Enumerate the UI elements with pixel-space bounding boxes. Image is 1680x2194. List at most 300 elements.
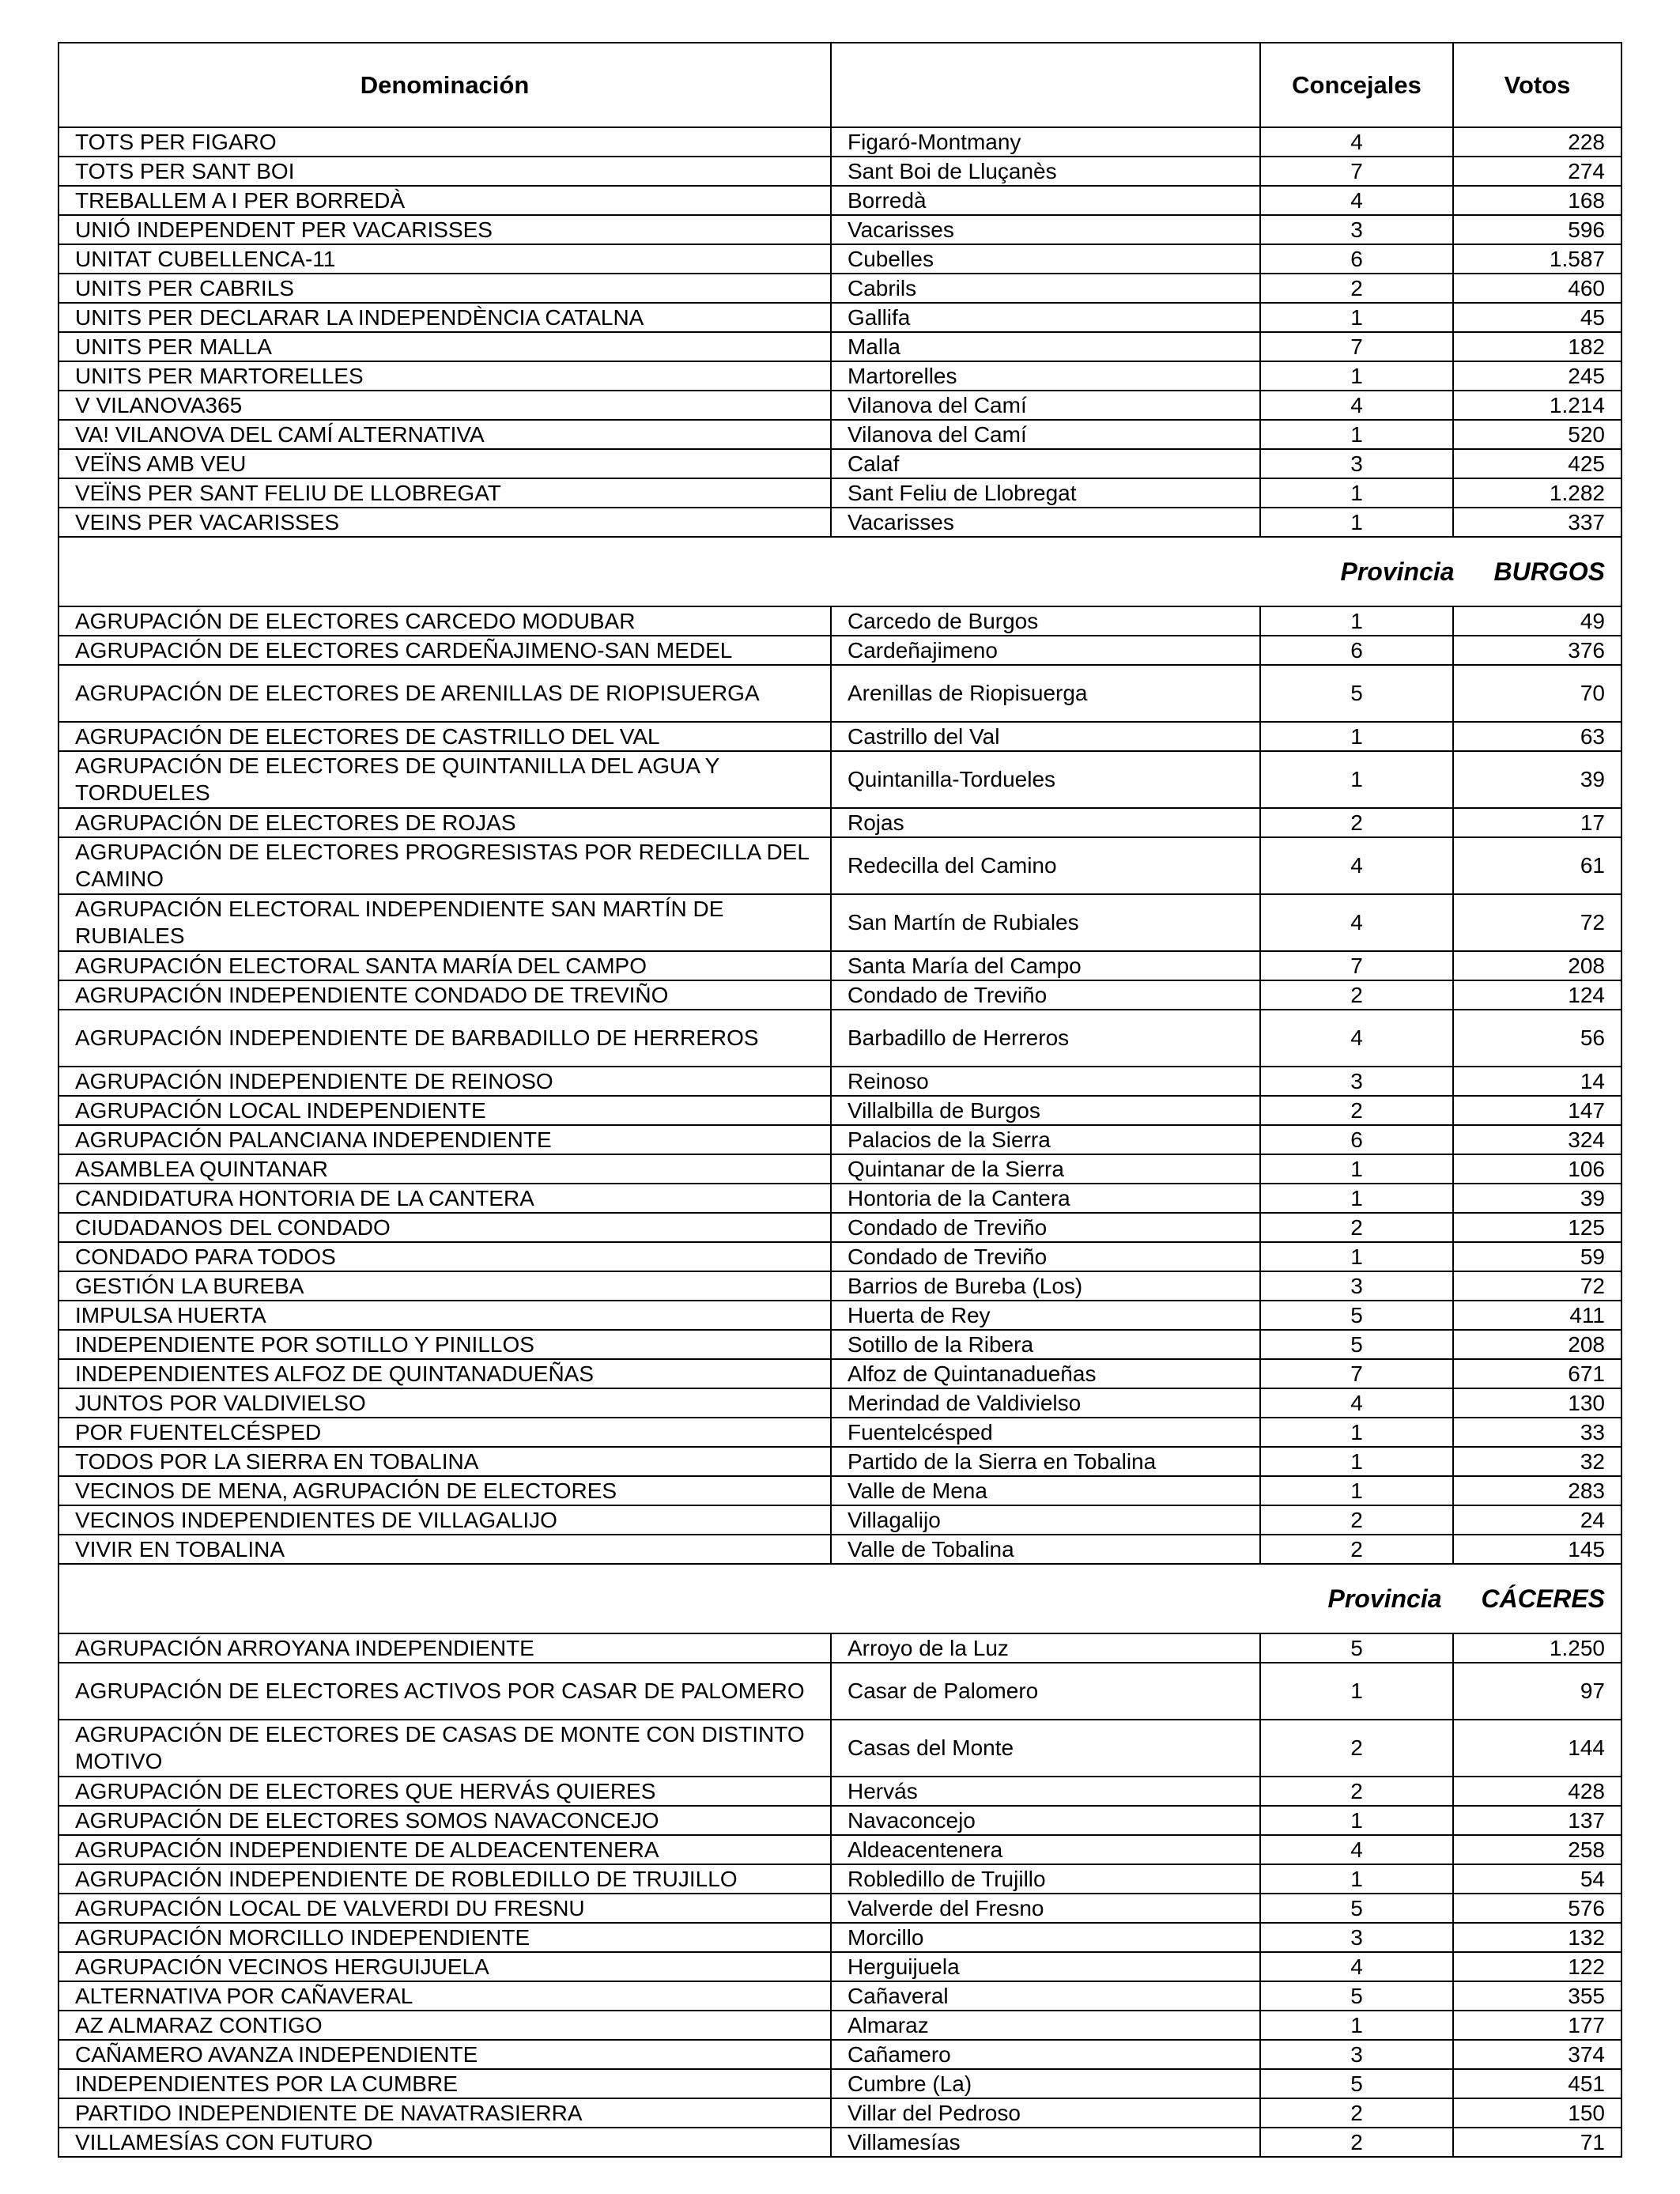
cell-municipio: Hontoria de la Cantera [831, 1184, 1260, 1213]
cell-concejales: 1 [1260, 1154, 1453, 1184]
cell-denominacion: CAÑAMERO AVANZA INDEPENDIENTE [59, 2040, 831, 2069]
cell-votos: 59 [1453, 1242, 1621, 1271]
cell-denominacion: JUNTOS POR VALDIVIELSO [59, 1388, 831, 1418]
cell-denominacion: AGRUPACIÓN ELECTORAL INDEPENDIENTE SAN MARTÍN DE RUBIALES [59, 894, 831, 951]
cell-municipio: Sant Boi de Lluçanès [831, 157, 1260, 186]
cell-denominacion: VECINOS DE MENA, AGRUPACIÓN DE ELECTORES [59, 1476, 831, 1505]
table-row [59, 2098, 1621, 2128]
cell-votos: 54 [1453, 1864, 1621, 1894]
table-row [59, 1777, 1621, 1806]
cell-municipio: Palacios de la Sierra [831, 1125, 1260, 1154]
table-row [59, 303, 1621, 332]
cell-municipio: Villar del Pedroso [831, 2098, 1260, 2128]
cell-concejales: 1 [1260, 722, 1453, 751]
table-row [59, 1242, 1621, 1271]
table-row [59, 1010, 1621, 1067]
cell-concejales: 1 [1260, 1418, 1453, 1447]
cell-votos: 63 [1453, 722, 1621, 751]
table-row [59, 1067, 1621, 1096]
cell-denominacion: UNITAT CUBELLENCA-11 [59, 244, 831, 274]
cell-concejales: 1 [1260, 1242, 1453, 1271]
table-row [59, 837, 1621, 894]
header-municipio [831, 43, 1260, 127]
cell-denominacion: AGRUPACIÓN DE ELECTORES DE ROJAS [59, 808, 831, 837]
cell-votos: 355 [1453, 1981, 1621, 2011]
cell-votos: 17 [1453, 808, 1621, 837]
cell-votos: 122 [1453, 1952, 1621, 1981]
cell-denominacion: AGRUPACIÓN DE ELECTORES CARDEÑAJIMENO-SAN MEDEL [59, 636, 831, 665]
cell-concejales: 4 [1260, 127, 1453, 157]
cell-municipio: Barrios de Bureba (Los) [831, 1271, 1260, 1301]
cell-concejales: 1 [1260, 478, 1453, 508]
cell-denominacion: IMPULSA HUERTA [59, 1301, 831, 1330]
cell-municipio: Quintanar de la Sierra [831, 1154, 1260, 1184]
cell-concejales: 4 [1260, 391, 1453, 420]
cell-votos: 451 [1453, 2069, 1621, 2098]
cell-municipio: Cubelles [831, 244, 1260, 274]
cell-concejales: 4 [1260, 186, 1453, 215]
table-row [59, 1981, 1621, 2011]
table-row [59, 636, 1621, 665]
cell-votos: 61 [1453, 837, 1621, 894]
cell-municipio: San Martín de Rubiales [831, 894, 1260, 951]
cell-concejales: 1 [1260, 1864, 1453, 1894]
cell-votos: 208 [1453, 1330, 1621, 1359]
cell-votos: 33 [1453, 1418, 1621, 1447]
results-table [58, 42, 1622, 2158]
province-row [59, 537, 1621, 606]
cell-concejales: 5 [1260, 1301, 1453, 1330]
cell-municipio: Martorelles [831, 361, 1260, 391]
cell-concejales: 3 [1260, 1067, 1453, 1096]
cell-concejales: 3 [1260, 215, 1453, 244]
cell-municipio: Malla [831, 332, 1260, 361]
cell-votos: 132 [1453, 1923, 1621, 1952]
header-denominacion: Denominación [59, 43, 831, 127]
cell-concejales: 2 [1260, 1505, 1453, 1535]
table-row [59, 1505, 1621, 1535]
cell-concejales: 5 [1260, 1981, 1453, 2011]
cell-concejales: 2 [1260, 2098, 1453, 2128]
cell-municipio: Robledillo de Trujillo [831, 1864, 1260, 1894]
cell-concejales: 5 [1260, 2069, 1453, 2098]
province-cell [59, 537, 1621, 606]
cell-municipio: Villamesías [831, 2128, 1260, 2157]
table-row [59, 1663, 1621, 1720]
cell-concejales: 3 [1260, 1271, 1453, 1301]
cell-denominacion: VEÏNS PER SANT FELIU DE LLOBREGAT [59, 478, 831, 508]
cell-votos: 324 [1453, 1125, 1621, 1154]
cell-municipio: Navaconcejo [831, 1806, 1260, 1835]
cell-votos: 56 [1453, 1010, 1621, 1067]
cell-denominacion: VA! VILANOVA DEL CAMÍ ALTERNATIVA [59, 420, 831, 449]
table-row [59, 665, 1621, 722]
cell-concejales: 1 [1260, 303, 1453, 332]
cell-municipio: Santa María del Campo [831, 951, 1260, 980]
cell-concejales: 1 [1260, 751, 1453, 808]
province-label: Provincia [1327, 1584, 1442, 1613]
cell-municipio: Condado de Treviño [831, 1242, 1260, 1271]
cell-denominacion: AGRUPACIÓN ARROYANA INDEPENDIENTE [59, 1633, 831, 1663]
cell-votos: 147 [1453, 1096, 1621, 1125]
cell-denominacion: VEÏNS AMB VEU [59, 449, 831, 478]
table-row [59, 1388, 1621, 1418]
cell-denominacion: UNITS PER MARTORELLES [59, 361, 831, 391]
table-row [59, 751, 1621, 808]
table-row [59, 1806, 1621, 1835]
cell-concejales: 6 [1260, 1125, 1453, 1154]
cell-denominacion: VILLAMESÍAS CON FUTURO [59, 2128, 831, 2157]
cell-concejales: 4 [1260, 894, 1453, 951]
province-label: Provincia [1340, 557, 1455, 586]
cell-votos: 1.214 [1453, 391, 1621, 420]
cell-votos: 168 [1453, 186, 1621, 215]
cell-denominacion: PARTIDO INDEPENDIENTE DE NAVATRASIERRA [59, 2098, 831, 2128]
table-row [59, 1184, 1621, 1213]
cell-votos: 71 [1453, 2128, 1621, 2157]
table-row [59, 1359, 1621, 1388]
province-name: CÁCERES [1481, 1584, 1605, 1613]
cell-municipio: Calaf [831, 449, 1260, 478]
cell-denominacion: TODOS POR LA SIERRA EN TOBALINA [59, 1447, 831, 1476]
cell-concejales: 7 [1260, 332, 1453, 361]
cell-municipio: Cañamero [831, 2040, 1260, 2069]
cell-municipio: Huerta de Rey [831, 1301, 1260, 1330]
cell-municipio: Sant Feliu de Llobregat [831, 478, 1260, 508]
cell-concejales: 5 [1260, 1633, 1453, 1663]
cell-concejales: 1 [1260, 1184, 1453, 1213]
cell-municipio: Arroyo de la Luz [831, 1633, 1260, 1663]
table-row [59, 274, 1621, 303]
cell-denominacion: VIVIR EN TOBALINA [59, 1535, 831, 1564]
cell-denominacion: UNIÓ INDEPENDENT PER VACARISSES [59, 215, 831, 244]
cell-denominacion: V VILANOVA365 [59, 391, 831, 420]
cell-municipio: Redecilla del Camino [831, 837, 1260, 894]
cell-votos: 39 [1453, 1184, 1621, 1213]
table-row [59, 244, 1621, 274]
cell-denominacion: AZ ALMARAZ CONTIGO [59, 2011, 831, 2040]
cell-votos: 520 [1453, 420, 1621, 449]
cell-municipio: Carcedo de Burgos [831, 606, 1260, 636]
cell-denominacion: VECINOS INDEPENDIENTES DE VILLAGALIJO [59, 1505, 831, 1535]
cell-municipio: Borredà [831, 186, 1260, 215]
cell-denominacion: ALTERNATIVA POR CAÑAVERAL [59, 1981, 831, 2011]
table-row [59, 1154, 1621, 1184]
cell-denominacion: TOTS PER FIGARO [59, 127, 831, 157]
cell-votos: 245 [1453, 361, 1621, 391]
table-row [59, 1330, 1621, 1359]
cell-votos: 70 [1453, 665, 1621, 722]
cell-concejales: 2 [1260, 2128, 1453, 2157]
cell-votos: 1.250 [1453, 1633, 1621, 1663]
cell-votos: 376 [1453, 636, 1621, 665]
cell-votos: 1.587 [1453, 244, 1621, 274]
table-row [59, 127, 1621, 157]
cell-municipio: Sotillo de la Ribera [831, 1330, 1260, 1359]
cell-votos: 1.282 [1453, 478, 1621, 508]
cell-votos: 177 [1453, 2011, 1621, 2040]
table-row [59, 478, 1621, 508]
table-row [59, 1271, 1621, 1301]
cell-municipio: Vacarisses [831, 508, 1260, 537]
cell-votos: 24 [1453, 1505, 1621, 1535]
table-row [59, 894, 1621, 951]
table-row [59, 722, 1621, 751]
cell-municipio: Gallifa [831, 303, 1260, 332]
cell-concejales: 1 [1260, 1476, 1453, 1505]
cell-votos: 106 [1453, 1154, 1621, 1184]
cell-denominacion: AGRUPACIÓN INDEPENDIENTE CONDADO DE TREVIÑO [59, 980, 831, 1010]
cell-votos: 671 [1453, 1359, 1621, 1388]
cell-municipio: Alfoz de Quintanadueñas [831, 1359, 1260, 1388]
cell-votos: 125 [1453, 1213, 1621, 1242]
table-row [59, 449, 1621, 478]
cell-municipio: Aldeacentenera [831, 1835, 1260, 1864]
table-row [59, 1952, 1621, 1981]
table-row [59, 1447, 1621, 1476]
table-row [59, 508, 1621, 537]
cell-concejales: 3 [1260, 2040, 1453, 2069]
cell-votos: 374 [1453, 2040, 1621, 2069]
table-row [59, 2011, 1621, 2040]
header-concejales: Concejales [1260, 43, 1453, 127]
cell-municipio: Figaró-Montmany [831, 127, 1260, 157]
cell-municipio: Cumbre (La) [831, 2069, 1260, 2098]
cell-concejales: 1 [1260, 1447, 1453, 1476]
cell-concejales: 7 [1260, 157, 1453, 186]
cell-denominacion: CONDADO PARA TODOS [59, 1242, 831, 1271]
cell-concejales: 4 [1260, 1388, 1453, 1418]
province-cell [59, 1564, 1621, 1633]
cell-denominacion: AGRUPACIÓN INDEPENDIENTE DE ALDEACENTENERA [59, 1835, 831, 1864]
cell-votos: 72 [1453, 1271, 1621, 1301]
cell-concejales: 1 [1260, 361, 1453, 391]
cell-votos: 428 [1453, 1777, 1621, 1806]
table-row [59, 1096, 1621, 1125]
cell-votos: 596 [1453, 215, 1621, 244]
table-row [59, 1894, 1621, 1923]
cell-concejales: 1 [1260, 2011, 1453, 2040]
header-votos: Votos [1453, 43, 1621, 127]
cell-votos: 182 [1453, 332, 1621, 361]
cell-municipio: Quintanilla-Tordueles [831, 751, 1260, 808]
cell-denominacion: AGRUPACIÓN DE ELECTORES QUE HERVÁS QUIERES [59, 1777, 831, 1806]
cell-denominacion: AGRUPACIÓN DE ELECTORES DE ARENILLAS DE RIOPISUERGA [59, 665, 831, 722]
cell-concejales: 2 [1260, 1777, 1453, 1806]
cell-municipio: Valle de Tobalina [831, 1535, 1260, 1564]
cell-concejales: 3 [1260, 449, 1453, 478]
cell-votos: 32 [1453, 1447, 1621, 1476]
table-row [59, 1418, 1621, 1447]
table-row [59, 2069, 1621, 2098]
cell-denominacion: AGRUPACIÓN DE ELECTORES SOMOS NAVACONCEJO [59, 1806, 831, 1835]
cell-denominacion: GESTIÓN LA BUREBA [59, 1271, 831, 1301]
cell-concejales: 1 [1260, 420, 1453, 449]
cell-municipio: Cañaveral [831, 1981, 1260, 2011]
cell-votos: 274 [1453, 157, 1621, 186]
table-body [59, 127, 1621, 2157]
table-row [59, 1476, 1621, 1505]
table-row [59, 1864, 1621, 1894]
cell-concejales: 2 [1260, 1213, 1453, 1242]
cell-municipio: Merindad de Valdivielso [831, 1388, 1260, 1418]
cell-concejales: 2 [1260, 1535, 1453, 1564]
cell-municipio: Villagalijo [831, 1505, 1260, 1535]
table-row [59, 1535, 1621, 1564]
cell-municipio: Castrillo del Val [831, 722, 1260, 751]
cell-concejales: 2 [1260, 274, 1453, 303]
cell-denominacion: AGRUPACIÓN DE ELECTORES DE CASTRILLO DEL VAL [59, 722, 831, 751]
cell-votos: 460 [1453, 274, 1621, 303]
cell-votos: 145 [1453, 1535, 1621, 1564]
cell-votos: 283 [1453, 1476, 1621, 1505]
cell-denominacion: TREBALLEM A I PER BORREDÀ [59, 186, 831, 215]
cell-concejales: 6 [1260, 244, 1453, 274]
cell-municipio: Valverde del Fresno [831, 1894, 1260, 1923]
table-row [59, 1633, 1621, 1663]
cell-denominacion: TOTS PER SANT BOI [59, 157, 831, 186]
table-row [59, 157, 1621, 186]
table-row [59, 186, 1621, 215]
cell-denominacion: AGRUPACIÓN ELECTORAL SANTA MARÍA DEL CAMPO [59, 951, 831, 980]
cell-concejales: 5 [1260, 665, 1453, 722]
cell-municipio: Arenillas de Riopisuerga [831, 665, 1260, 722]
cell-votos: 14 [1453, 1067, 1621, 1096]
cell-denominacion: UNITS PER DECLARAR LA INDEPENDÈNCIA CATALNA [59, 303, 831, 332]
cell-concejales: 5 [1260, 1330, 1453, 1359]
cell-votos: 137 [1453, 1806, 1621, 1835]
cell-denominacion: AGRUPACIÓN INDEPENDIENTE DE REINOSO [59, 1067, 831, 1096]
cell-municipio: Casar de Palomero [831, 1663, 1260, 1720]
cell-municipio: Valle de Mena [831, 1476, 1260, 1505]
cell-denominacion: INDEPENDIENTES POR LA CUMBRE [59, 2069, 831, 2098]
table-row [59, 1923, 1621, 1952]
cell-denominacion: AGRUPACIÓN VECINOS HERGUIJUELA [59, 1952, 831, 1981]
cell-concejales: 4 [1260, 837, 1453, 894]
cell-concejales: 6 [1260, 636, 1453, 665]
cell-denominacion: AGRUPACIÓN INDEPENDIENTE DE ROBLEDILLO DE TRUJILLO [59, 1864, 831, 1894]
cell-concejales: 4 [1260, 1952, 1453, 1981]
cell-denominacion: AGRUPACIÓN PALANCIANA INDEPENDIENTE [59, 1125, 831, 1154]
cell-denominacion: VEINS PER VACARISSES [59, 508, 831, 537]
cell-denominacion: POR FUENTELCÉSPED [59, 1418, 831, 1447]
table-row [59, 951, 1621, 980]
cell-concejales: 1 [1260, 508, 1453, 537]
table-row [59, 1125, 1621, 1154]
cell-denominacion: CIUDADANOS DEL CONDADO [59, 1213, 831, 1242]
table-row [59, 332, 1621, 361]
cell-denominacion: UNITS PER CABRILS [59, 274, 831, 303]
cell-denominacion: INDEPENDIENTE POR SOTILLO Y PINILLOS [59, 1330, 831, 1359]
cell-votos: 337 [1453, 508, 1621, 537]
cell-denominacion: AGRUPACIÓN DE ELECTORES CARCEDO MODUBAR [59, 606, 831, 636]
cell-denominacion: AGRUPACIÓN DE ELECTORES ACTIVOS POR CASAR DE PALOMERO [59, 1663, 831, 1720]
cell-votos: 97 [1453, 1663, 1621, 1720]
cell-municipio: Cardeñajimeno [831, 636, 1260, 665]
cell-votos: 576 [1453, 1894, 1621, 1923]
cell-municipio: Almaraz [831, 2011, 1260, 2040]
cell-votos: 72 [1453, 894, 1621, 951]
table-row [59, 1213, 1621, 1242]
table-row [59, 1301, 1621, 1330]
cell-concejales: 3 [1260, 1923, 1453, 1952]
table-row [59, 215, 1621, 244]
cell-votos: 411 [1453, 1301, 1621, 1330]
header-row [59, 43, 1621, 127]
cell-votos: 124 [1453, 980, 1621, 1010]
cell-denominacion: AGRUPACIÓN DE ELECTORES DE QUINTANILLA DEL AGUA Y TORDUELES [59, 751, 831, 808]
province-row [59, 1564, 1621, 1633]
cell-municipio: Morcillo [831, 1923, 1260, 1952]
cell-votos: 258 [1453, 1835, 1621, 1864]
cell-concejales: 2 [1260, 1720, 1453, 1777]
table-row [59, 420, 1621, 449]
table-row [59, 2040, 1621, 2069]
cell-concejales: 2 [1260, 980, 1453, 1010]
cell-municipio: Partido de la Sierra en Tobalina [831, 1447, 1260, 1476]
table-row [59, 980, 1621, 1010]
cell-municipio: Hervás [831, 1777, 1260, 1806]
cell-denominacion: AGRUPACIÓN INDEPENDIENTE DE BARBADILLO DE HERREROS [59, 1010, 831, 1067]
cell-denominacion: ASAMBLEA QUINTANAR [59, 1154, 831, 1184]
cell-municipio: Villalbilla de Burgos [831, 1096, 1260, 1125]
cell-denominacion: AGRUPACIÓN LOCAL DE VALVERDI DU FRESNU [59, 1894, 831, 1923]
cell-denominacion: AGRUPACIÓN DE ELECTORES DE CASAS DE MONTE CON DISTINTO MOTIVO [59, 1720, 831, 1777]
cell-concejales: 4 [1260, 1835, 1453, 1864]
cell-municipio: Vacarisses [831, 215, 1260, 244]
table-row [59, 808, 1621, 837]
table-row [59, 1835, 1621, 1864]
cell-votos: 144 [1453, 1720, 1621, 1777]
cell-denominacion: INDEPENDIENTES ALFOZ DE QUINTANADUEÑAS [59, 1359, 831, 1388]
table-row [59, 391, 1621, 420]
cell-votos: 208 [1453, 951, 1621, 980]
cell-municipio: Casas del Monte [831, 1720, 1260, 1777]
cell-votos: 49 [1453, 606, 1621, 636]
cell-votos: 228 [1453, 127, 1621, 157]
cell-votos: 130 [1453, 1388, 1621, 1418]
cell-municipio: Herguijuela [831, 1952, 1260, 1981]
cell-votos: 45 [1453, 303, 1621, 332]
cell-municipio: Condado de Treviño [831, 1213, 1260, 1242]
cell-municipio: Reinoso [831, 1067, 1260, 1096]
cell-votos: 150 [1453, 2098, 1621, 2128]
cell-concejales: 1 [1260, 606, 1453, 636]
cell-concejales: 5 [1260, 1894, 1453, 1923]
cell-concejales: 2 [1260, 1096, 1453, 1125]
cell-denominacion: AGRUPACIÓN MORCILLO INDEPENDIENTE [59, 1923, 831, 1952]
table-row [59, 361, 1621, 391]
cell-municipio: Rojas [831, 808, 1260, 837]
cell-concejales: 7 [1260, 1359, 1453, 1388]
cell-municipio: Barbadillo de Herreros [831, 1010, 1260, 1067]
cell-votos: 39 [1453, 751, 1621, 808]
cell-concejales: 4 [1260, 1010, 1453, 1067]
table-row [59, 1720, 1621, 1777]
cell-concejales: 1 [1260, 1663, 1453, 1720]
cell-municipio: Cabrils [831, 274, 1260, 303]
table-row [59, 2128, 1621, 2157]
province-name: BURGOS [1493, 557, 1605, 586]
cell-denominacion: AGRUPACIÓN DE ELECTORES PROGRESISTAS POR REDECILLA DEL CAMINO [59, 837, 831, 894]
cell-concejales: 2 [1260, 808, 1453, 837]
cell-denominacion: AGRUPACIÓN LOCAL INDEPENDIENTE [59, 1096, 831, 1125]
table-row [59, 606, 1621, 636]
cell-municipio: Vilanova del Camí [831, 391, 1260, 420]
cell-concejales: 7 [1260, 951, 1453, 980]
cell-denominacion: UNITS PER MALLA [59, 332, 831, 361]
cell-votos: 425 [1453, 449, 1621, 478]
